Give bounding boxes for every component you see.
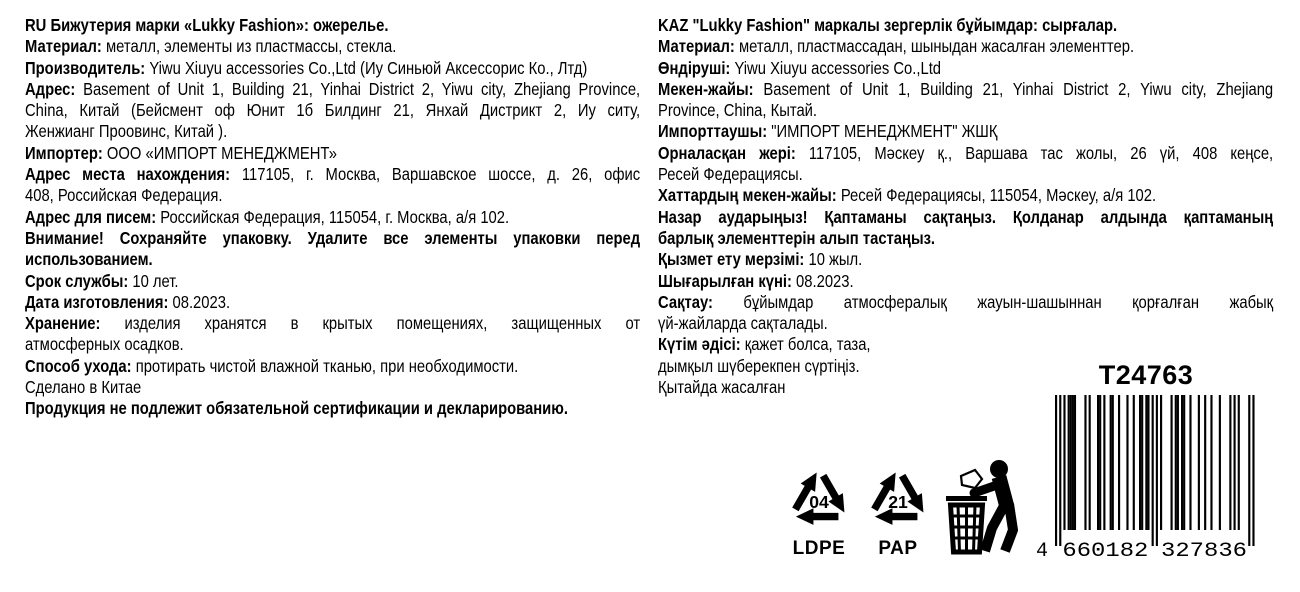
label-line — [25, 121, 640, 142]
field-value: атмосферных осадков. — [25, 334, 184, 355]
field-value: протирать чистой влажной тканью, при необходимости. — [131, 355, 519, 376]
barcode — [1035, 393, 1257, 559]
field-label: Продукция не подлежит обязательной сертификации и декларированию. — [25, 398, 569, 419]
field-label: Внимание! Сохраняйте упаковку. Удалите все элементы упаковки перед — [25, 227, 641, 248]
field-value: Ресей Федерациясы. — [658, 164, 803, 185]
kazakh-column — [658, 15, 1273, 398]
field-value: 08.2023. — [168, 291, 231, 312]
recycling-triangle-icon — [782, 461, 856, 537]
resin-code: 21 — [888, 492, 908, 513]
field-label: использованием. — [25, 249, 153, 270]
label-line — [25, 143, 640, 164]
field-label: Мекен-жайы: — [658, 78, 754, 99]
label-line — [658, 143, 1273, 164]
label-line — [658, 36, 1273, 57]
label-line — [25, 271, 640, 292]
label-line — [25, 79, 640, 100]
label-line — [25, 228, 640, 249]
field-value: Ресей Федерациясы, 115054, Мәскеу, а/я 102. — [836, 185, 1157, 206]
tidy-man-icon — [946, 459, 1020, 556]
label-line — [25, 313, 640, 334]
label-line — [658, 207, 1273, 228]
field-value: қажет болса, таза, — [740, 334, 871, 355]
field-label: KAZ "Lukky Fashion" маркалы зергерлік бұйымдар: сырғалар. — [658, 15, 1118, 35]
label-line — [25, 249, 640, 270]
field-label: Қызмет ету мерзімі: — [658, 249, 805, 270]
field-value: 08.2023. — [791, 270, 854, 291]
label-line — [658, 271, 1273, 292]
label-line — [658, 100, 1273, 121]
label-line — [658, 228, 1273, 249]
field-value: ООО «ИМПОРТ МЕНЕДЖМЕНТ» — [102, 142, 338, 163]
field-label: Дата изготовления: — [25, 291, 169, 312]
label-line — [25, 398, 640, 419]
label-line — [25, 334, 640, 355]
field-value: 117105, г. Москва, Варшавское шоссе, д. 26, офис — [230, 164, 641, 185]
field-label: Назар аударыңыз! Қаптаманы сақтаңыз. Қолданар алдында қаптаманың — [658, 206, 1274, 227]
field-label: Сақтау: — [658, 291, 713, 312]
label-line — [25, 164, 640, 185]
recycling-mark-pap — [860, 461, 936, 560]
field-label: Способ ухода: — [25, 355, 132, 376]
field-value: "ИМПОРТ МЕНЕДЖМЕНТ" ЖШҚ — [767, 121, 998, 142]
field-label: Адрес: — [25, 78, 76, 99]
field-value: 10 лет. — [128, 270, 179, 291]
label-line — [658, 292, 1273, 313]
russian-column — [25, 15, 640, 420]
label-line — [658, 249, 1273, 270]
field-label: RU Бижутерия марки «Lukky Fashion»: ожерелье. — [25, 15, 389, 35]
label-line — [25, 292, 640, 313]
label-line — [25, 15, 640, 36]
field-value: металл, элементы из пластмассы, стекла. — [101, 36, 397, 57]
barcode-bars — [1055, 395, 1255, 546]
field-label: Хранение: — [25, 313, 101, 334]
field-value: Basement of Unit 1, Building 21, Yinhai District 2, Yiwu city, Zhejiang Province, — [75, 78, 641, 99]
field-value: Қытайда жасалған — [658, 377, 786, 398]
label-line — [658, 58, 1273, 79]
label-line — [25, 36, 640, 57]
field-label: Импортер: — [25, 142, 103, 163]
field-label: Орналасқан жері: — [658, 142, 796, 163]
material-label: LDPE — [792, 538, 846, 559]
label-line — [658, 334, 1273, 355]
field-value: China, Китай (Бейсмент оф Юнит 1б Билдинг 21, Янхай Дистрикт 2, Иу ситу, — [25, 100, 641, 121]
label-line — [25, 356, 640, 377]
field-value: Российская Федерация, 115054, г. Москва, а/я 102. — [156, 206, 510, 227]
label-line — [25, 100, 640, 121]
label-line — [658, 79, 1273, 100]
field-label: Өндіруші: — [658, 57, 731, 78]
field-label: Импорттаушы: — [658, 121, 768, 142]
field-label: Адрес места нахождения: — [25, 164, 231, 185]
barcode-digits-left: 660182 — [1062, 540, 1149, 559]
label-line — [658, 164, 1273, 185]
field-value: дымқыл шүберекпен сүртіңіз. — [658, 355, 860, 376]
label-line — [25, 185, 640, 206]
field-value: Сделано в Китае — [25, 377, 142, 398]
recycling-triangle-icon — [861, 461, 935, 537]
field-value: 10 жыл. — [804, 249, 863, 270]
field-value: Женжианг Проовинс, Китай ). — [25, 121, 228, 142]
field-label: Адрес для писем: — [25, 206, 157, 227]
label-line — [25, 377, 640, 398]
label-line — [658, 185, 1273, 206]
disposal-mark — [946, 459, 1020, 556]
field-label: Производитель: — [25, 57, 146, 78]
sku-code: T24763 — [1098, 360, 1194, 390]
field-value: 117105, Мәскеу қ., Варшава тас жолы, 26 үй, 408 кеңсе, — [795, 142, 1274, 163]
field-value: Province, China, Кытай. — [658, 100, 818, 121]
field-value: Yiwu Xiuyu accessories Co.,Ltd (Иу Синьюй Аксессорис Ко., Лтд) — [145, 57, 588, 78]
field-value: металл, пластмассадан, шыныдан жасалған элементтер. — [734, 36, 1135, 57]
field-value: бұйымдар атмосфералық жауын-шашыннан қорғалған жабық — [712, 291, 1274, 312]
resin-code: 04 — [809, 492, 829, 513]
field-label: Шығарылған күні: — [658, 270, 792, 291]
label-line — [658, 313, 1273, 334]
barcode-digit-first: 4 — [1036, 540, 1049, 559]
field-label: Срок службы: — [25, 270, 129, 291]
label-line — [25, 58, 640, 79]
field-value: 408, Российская Федерация. — [25, 185, 223, 206]
field-label: Материал: — [658, 36, 735, 57]
label-line — [658, 121, 1273, 142]
field-value: Basement of Unit 1, Building 21, Yinhai District 2, Yiwu city, Zhejiang — [753, 78, 1274, 99]
material-label: PAP — [878, 538, 918, 559]
barcode-digits-right: 327836 — [1161, 540, 1247, 559]
field-value: изделия хранятся в крытых помещениях, защищенных от — [100, 313, 641, 334]
field-value: Yiwu Xiuyu accessories Co.,Ltd — [730, 57, 942, 78]
field-value: үй-жайларда сақталады. — [658, 313, 828, 334]
label-line — [658, 15, 1273, 36]
label-line — [25, 207, 640, 228]
field-label: барлық элементтерін алып тастаңыз. — [658, 227, 936, 248]
field-label: Хаттардың мекен-жайы: — [658, 185, 837, 206]
field-label: Материал: — [25, 36, 102, 57]
recycling-mark-ldpe — [781, 461, 857, 560]
field-label: Күтім әдісі: — [658, 334, 741, 355]
